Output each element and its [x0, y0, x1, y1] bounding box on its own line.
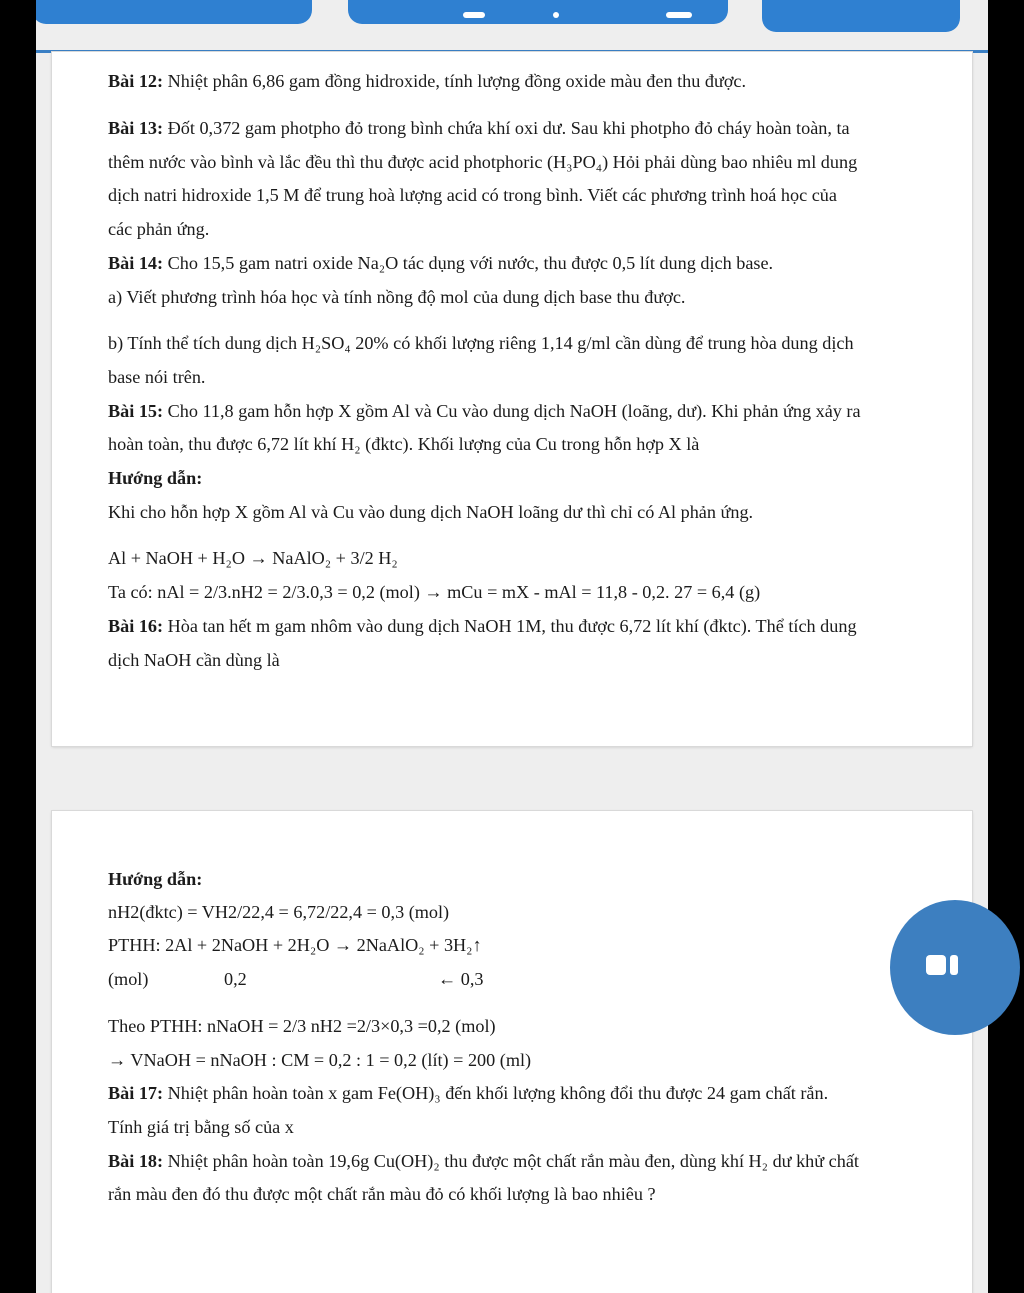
exercise-17-line-1: Bài 17: Nhiệt phân hoàn toàn x gam Fe(OH)₃ đến khối lượng không đổi thu được 24 gam chất rắn.: [108, 1083, 829, 1103]
guide-heading-2: Hướng dẫn:: [108, 869, 203, 889]
guide-1-calculation: Ta có: nAl = 2/3.nH2 = 2/3.0,3 = 0,2 (mol) → mCu = mX - mAl = 11,8 - 0,2. 27 = 6,4 (g): [108, 582, 761, 602]
document-page-2: [52, 811, 972, 1293]
exercise-14-part-a: a) Viết phương trình hóa học và tính nồng độ mol của dung dịch base thu được.: [108, 287, 686, 307]
exercise-14-part-b-line-2: base nói trên.: [108, 367, 206, 387]
toolbar-button-left[interactable]: [36, 0, 312, 24]
guide-2-theo-pthh: Theo PTHH: nNaOH = 2/3 nH2 =2/3×0,3 =0,2 (mol): [108, 1016, 496, 1036]
floating-action-button[interactable]: [890, 900, 1020, 1035]
exercise-18-line-2: rắn màu đen đó thu được một chất rắn màu đỏ có khối lượng là bao nhiêu ?: [108, 1184, 656, 1204]
guide-2-mol-h2: ← 0,3: [438, 969, 484, 989]
toolbar-button-center[interactable]: [348, 0, 728, 24]
exercise-13-line-4: các phản ứng.: [108, 219, 210, 239]
exercise-12: Bài 12: Nhiệt phân 6,86 gam đồng hidroxide, tính lượng đồng oxide màu đen thu được.: [108, 71, 747, 91]
exercise-14-part-b-line-1: b) Tính thể tích dung dịch H₂SO₄ 20% có khối lượng riêng 1,14 g/ml cần dùng để trung hòa dung dịch: [108, 333, 854, 353]
guide-heading-1: Hướng dẫn:: [108, 468, 203, 488]
guide-2-volume: → VNaOH = nNaOH : CM = 0,2 : 1 = 0,2 (lít) = 200 (ml): [108, 1050, 532, 1070]
exercise-13-line-3: dịch natri hidroxide 1,5 M để trung hoà lượng acid có trong bình. Viết các phương trình hoá học của: [108, 185, 837, 205]
guide-2-equation: PTHH: 2Al + 2NaOH + 2H₂O → 2NaAlO₂ + 3H₂↑: [108, 935, 482, 955]
exercise-16-line-1: Bài 16: Hòa tan hết m gam nhôm vào dung dịch NaOH 1M, thu được 6,72 lít khí (đktc). Thể tích dung: [108, 616, 857, 636]
toolbar-button-right[interactable]: [762, 0, 960, 32]
top-toolbar: [36, 0, 988, 48]
exercise-15-line-2: hoàn toàn, thu được 6,72 lít khí H₂ (đktc). Khối lượng của Cu trong hỗn hợp X là: [108, 434, 700, 454]
more-icon-part: [950, 955, 958, 975]
guide-1-equation: Al + NaOH + H₂O → NaAlO₂ + 3/2 H₂: [108, 548, 398, 568]
guide-2-nh2: nH2(đktc) = VH2/22,4 = 6,72/22,4 = 0,3 (mol): [108, 902, 450, 922]
toolbar-glyph: [666, 12, 692, 18]
exercise-16-line-2: dịch NaOH cần dùng là: [108, 650, 280, 670]
exercise-17-line-2: Tính giá trị bằng số của x: [108, 1117, 294, 1137]
document-viewport[interactable]: [36, 0, 988, 1293]
more-icon: [926, 955, 946, 975]
exercise-14-line-1: Bài 14: Cho 15,5 gam natri oxide Na₂O tác dụng với nước, thu được 0,5 lít dung dịch base.: [108, 253, 774, 273]
guide-2-mol-label: (mol): [108, 969, 149, 989]
exercise-15-line-1: Bài 15: Cho 11,8 gam hỗn hợp X gồm Al và Cu vào dung dịch NaOH (loãng, dư). Khi phản ứng xảy ra: [108, 401, 861, 421]
exercise-18-line-1: Bài 18: Nhiệt phân hoàn toàn 19,6g Cu(OH)₂ thu được một chất rắn màu đen, dùng khí H₂ dư khử chất: [108, 1151, 859, 1171]
toolbar-glyph: [553, 12, 559, 18]
exercise-13-line-2: thêm nước vào bình và lắc đều thì thu được acid photphoric (H₃PO₄) Hỏi phải dùng bao nhiêu ml dung: [108, 152, 858, 172]
exercise-13-line-1: Bài 13: Đốt 0,372 gam photpho đỏ trong bình chứa khí oxi dư. Sau khi photpho đỏ cháy hoàn toàn, ta: [108, 118, 850, 138]
toolbar-glyph: [463, 12, 485, 18]
guide-2-mol-al: 0,2: [224, 969, 247, 989]
guide-1-line-1: Khi cho hỗn hợp X gồm Al và Cu vào dung dịch NaOH loãng dư thì chỉ có Al phản ứng.: [108, 502, 754, 522]
document-page-1: [52, 52, 972, 746]
